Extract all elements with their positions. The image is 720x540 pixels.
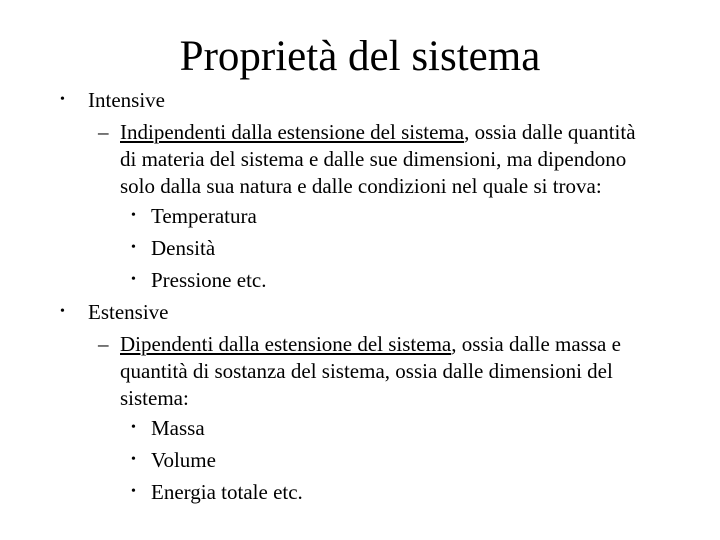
estensive-definition-underlined: Dipendenti dalla estensione del sistema [120,332,452,356]
bullet-icon: • [131,272,136,287]
estensive-definition-rest: , ossia dalle massa e [451,332,621,356]
dash-icon: – [98,332,109,356]
bullet-icon: • [131,452,136,467]
list-item-temperatura: Temperatura [151,204,257,228]
section-heading-intensive: Intensive [88,88,165,112]
list-item-pressione: Pressione etc. [151,268,267,292]
intensive-definition-line-3: solo dalla sua natura e dalle condizioni nel quale si trova: [120,174,602,198]
intensive-definition-line-2: di materia del sistema e dalle sue dimensioni, ma dipendono [120,147,627,171]
estensive-definition-line-1 [120,331,621,357]
bullet-icon: • [131,208,136,223]
estensive-definition-line-2: quantità di sostanza del sistema, ossia dalle dimensioni del [120,359,613,383]
bullet-icon: • [131,240,136,255]
bullet-icon: • [131,420,136,435]
list-item-massa: Massa [151,416,205,440]
dash-icon: – [98,120,109,144]
intensive-definition-rest: , ossia dalle quantità [464,120,636,144]
list-item-volume: Volume [151,448,216,472]
bullet-icon: • [131,484,136,499]
list-item-densita: Densità [151,236,216,260]
list-item-energia-totale: Energia totale etc. [151,480,303,504]
slide-title: Proprietà del sistema [179,33,541,80]
bullet-icon: • [60,304,65,319]
bullet-icon: • [60,92,65,107]
intensive-definition-line-1 [120,119,636,145]
estensive-definition-line-3: sistema: [120,386,189,410]
intensive-definition-underlined: Indipendenti dalla estensione del sistema [120,120,465,144]
section-heading-estensive: Estensive [88,300,169,324]
